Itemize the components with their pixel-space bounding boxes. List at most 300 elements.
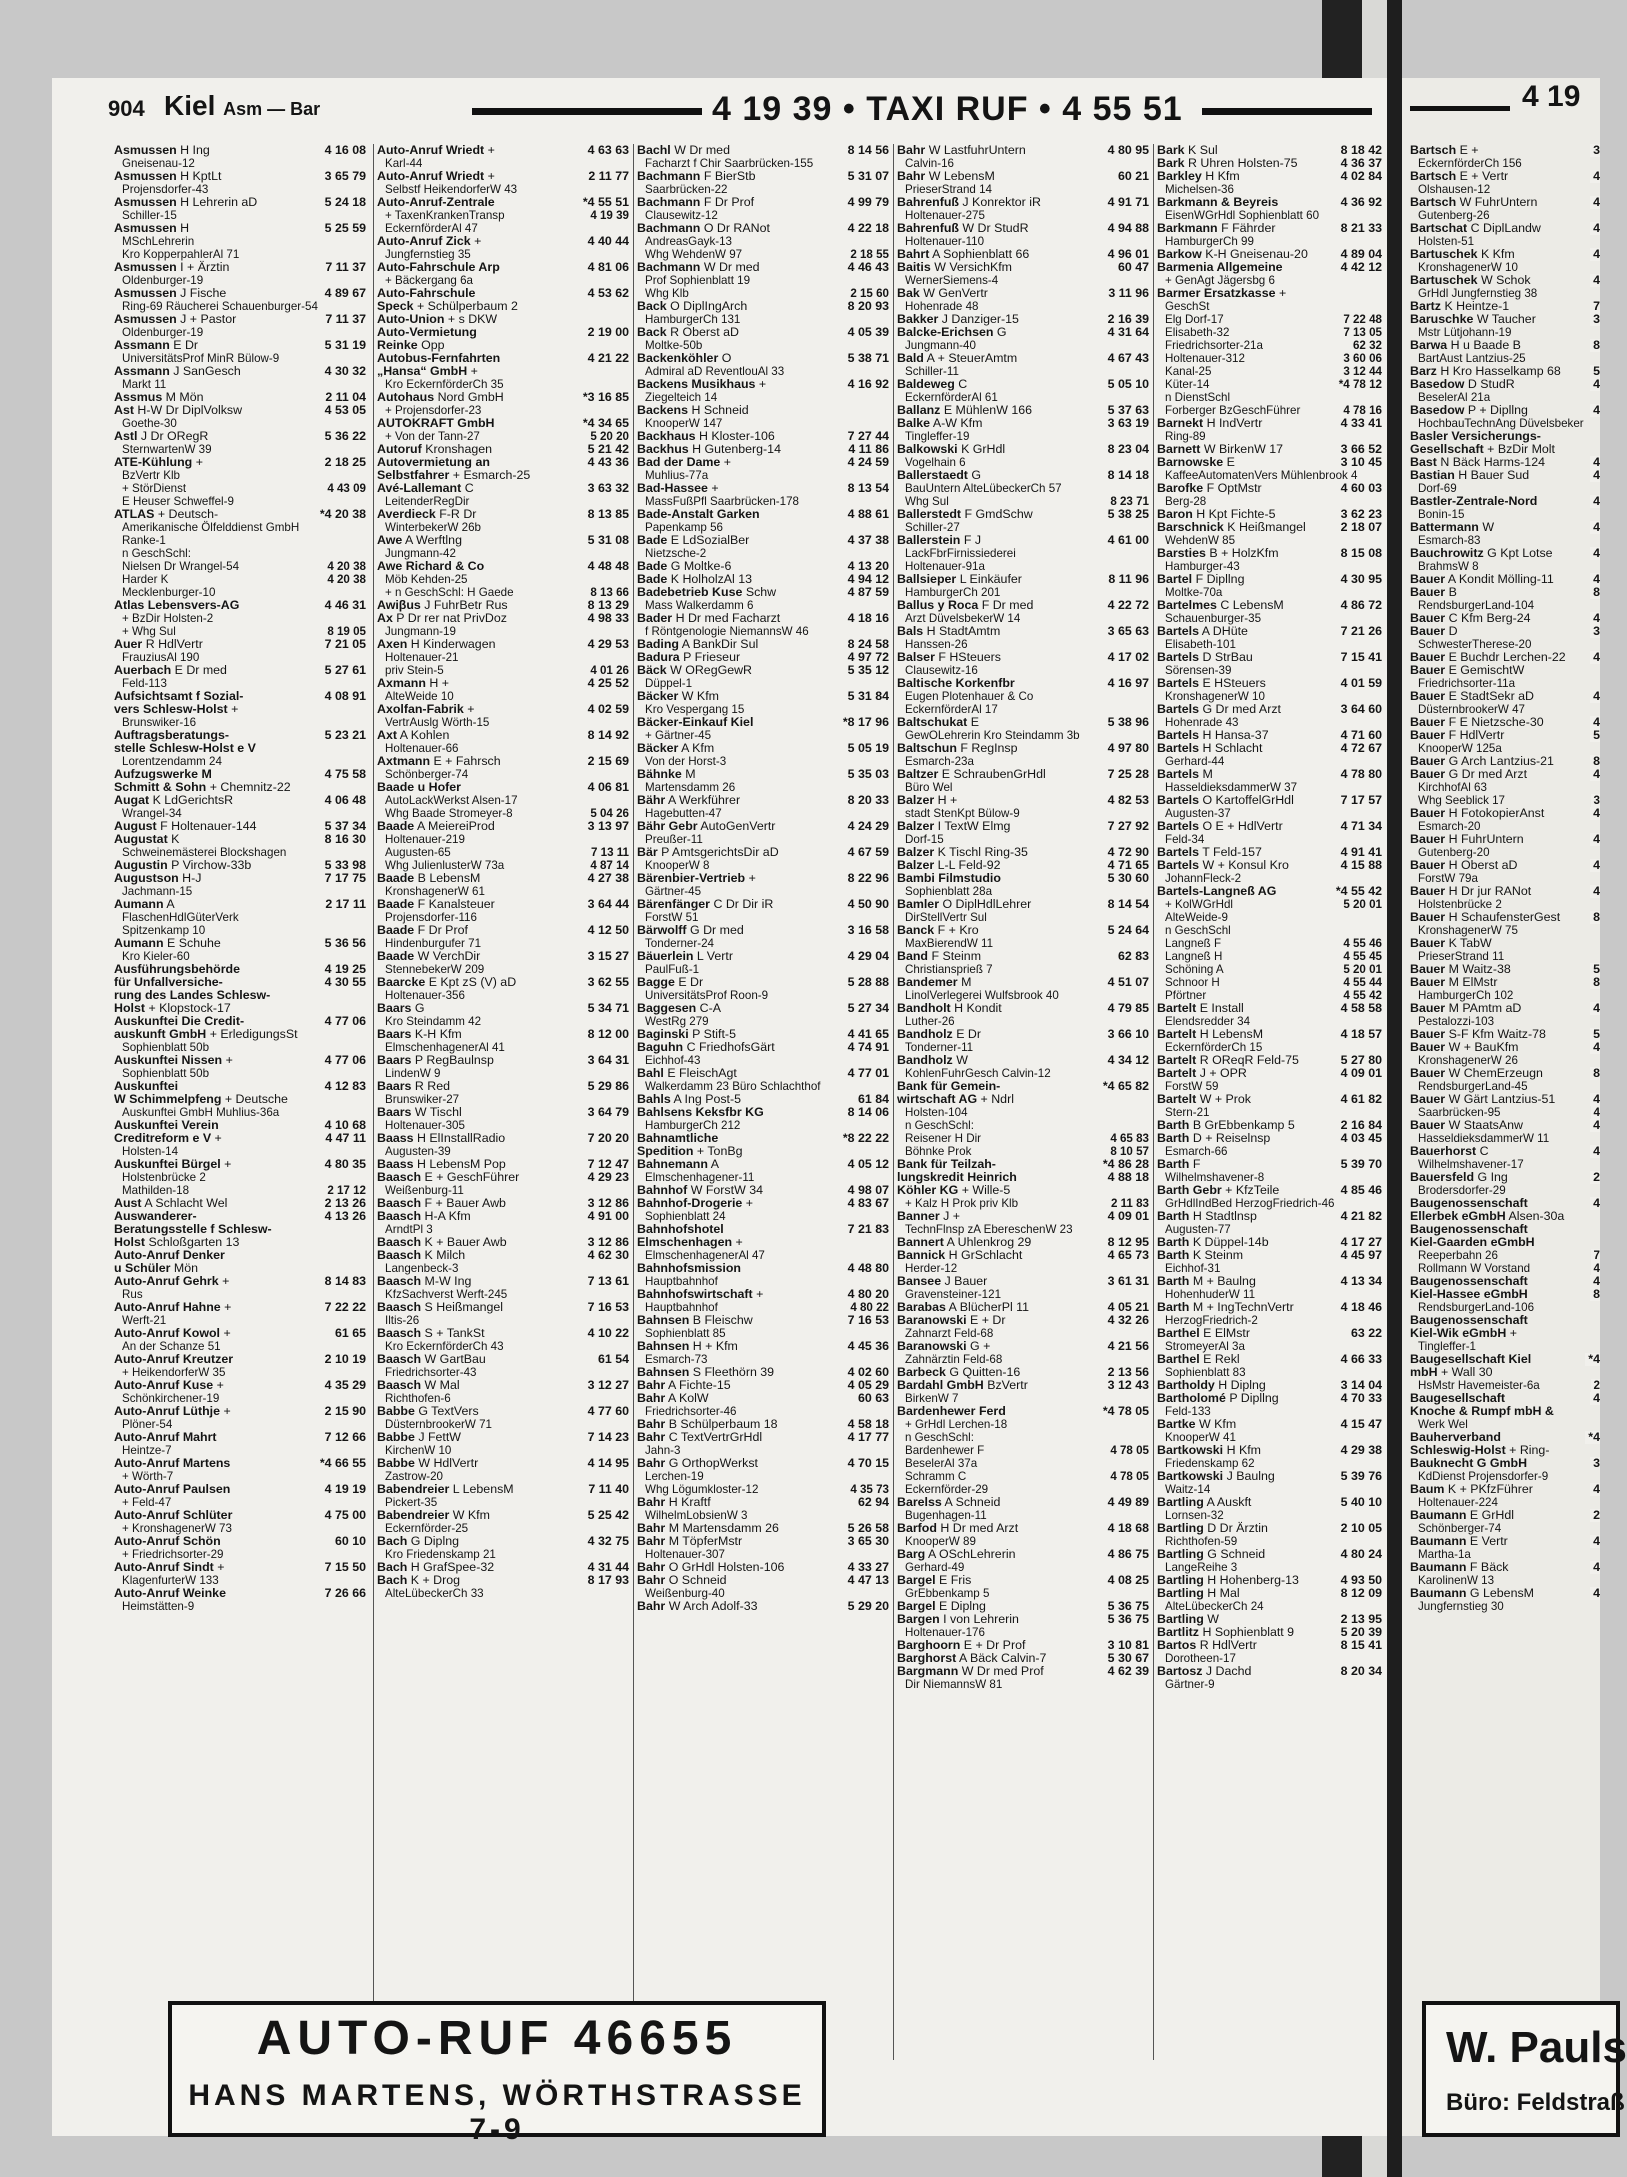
- listing-detail: D StrBau: [1202, 650, 1253, 664]
- listing-name: Barwa: [1410, 338, 1448, 352]
- listing-detail: Gärtner-9: [1165, 1678, 1215, 1691]
- listing-phone: 4: [1590, 859, 1600, 872]
- listing-detail: Vogelhain 6: [905, 456, 966, 469]
- listing-line: [1410, 1119, 1600, 1132]
- listing-phone: 8 20 93: [845, 300, 889, 313]
- listing-line: [1410, 1483, 1600, 1496]
- listing-phone: 8 22 96: [845, 872, 889, 885]
- listing-detail: K: [171, 832, 180, 846]
- listing-name: mbH: [1410, 1365, 1438, 1379]
- listing-phone: 5 20 20: [587, 430, 629, 443]
- listing-name: Auto-Union: [377, 312, 445, 326]
- listing-line: [1410, 404, 1600, 417]
- listing-name: Barkow: [1157, 247, 1202, 261]
- listing-name: Bartels-Langneß AG: [1157, 884, 1277, 898]
- listing-line: [637, 508, 889, 521]
- listing-detail: WernerSiemens-4: [905, 274, 999, 287]
- listing-name: Ballanz: [897, 403, 941, 417]
- listing-line: [114, 365, 366, 378]
- listing-name: Babbe: [377, 1456, 415, 1470]
- listing-phone: 2 18 25: [322, 456, 366, 469]
- listing-line: [897, 170, 1149, 183]
- listing-line: [897, 1184, 1149, 1197]
- listing-detail: B: [1448, 585, 1457, 599]
- listing-detail: Elmschenhagener-11: [645, 1171, 755, 1184]
- listing-detail: n GeschSchl:: [905, 1119, 974, 1132]
- listing-name: Baumann: [1410, 1508, 1467, 1522]
- listing-line: [1157, 1392, 1382, 1405]
- listing-detail: M Martensdamm 26: [668, 1521, 779, 1535]
- listing-detail: J Fische: [180, 286, 227, 300]
- listing-detail: SternwartenW 39: [122, 443, 212, 456]
- listing-phone: 4 34 12: [1105, 1054, 1149, 1067]
- listing-detail: E Buchdr Lerchen-22: [1448, 650, 1566, 664]
- listing-name: „Hansa“ GmbH: [377, 364, 468, 378]
- listing-phone: 3 61 31: [1105, 1275, 1149, 1288]
- listing-name: Bastian: [1410, 468, 1455, 482]
- listing-detail: +: [1509, 1326, 1517, 1340]
- listing-line: [377, 1574, 629, 1587]
- listing-detail: FrauziusAl 190: [122, 651, 200, 664]
- listing-line: [637, 456, 889, 469]
- listing-name: Bastler-Zentrale-Nord: [1410, 494, 1538, 508]
- listing-phone: 8 13 85: [585, 508, 629, 521]
- listing-phone: 3: [1590, 313, 1600, 326]
- ad-headline: AUTO-RUF 46655: [256, 2012, 738, 2065]
- listing-detail: Holsten-51: [1418, 235, 1475, 248]
- listing-detail: + Klopstock-17: [148, 1001, 231, 1015]
- listing-detail: C: [958, 377, 968, 391]
- listing-line: [1157, 170, 1382, 183]
- listing-detail: WestRg 279: [645, 1015, 709, 1028]
- listing-line: [1157, 911, 1382, 924]
- listing-detail: A KolW: [668, 1391, 709, 1405]
- listing-detail: MSchLehrerin: [122, 235, 195, 248]
- listing-phone: 5 40 10: [1338, 1496, 1382, 1509]
- listing-phone: 5 25 59: [322, 222, 366, 235]
- listing-detail: Hauptbahnhof: [645, 1275, 718, 1288]
- listing-detail: Dorf-15: [905, 833, 944, 846]
- listing-detail: H + Kfm: [692, 1339, 738, 1353]
- listing-name: für Unfallversiche-: [114, 975, 223, 989]
- listing-name: Bauer: [1410, 663, 1446, 677]
- listing-phone: 4 08 91: [322, 690, 366, 703]
- listing-detail: W + Konsul Kro: [1202, 858, 1289, 872]
- listing-line: [1157, 300, 1382, 313]
- listing-phone: 4 75 00: [322, 1509, 366, 1522]
- listing-line: [897, 950, 1149, 963]
- listing-name: Bach: [377, 1534, 408, 1548]
- listing-detail: GeschSt: [1165, 300, 1210, 313]
- listing-phone: 3 66 10: [1105, 1028, 1149, 1041]
- listing-detail: A Uhlenkrog 29: [946, 1235, 1032, 1249]
- listing-detail: H Kfm: [1226, 1443, 1261, 1457]
- listing-phone: 8 17 93: [585, 1574, 629, 1587]
- listing-detail: H-A Kfm: [424, 1209, 471, 1223]
- listing-name: Barofke: [1157, 481, 1204, 495]
- listing-name: Bauer: [1410, 611, 1446, 625]
- listing-detail: Gärtner-45: [645, 885, 702, 898]
- listing-detail: +: [214, 1131, 222, 1145]
- listing-detail: Holtenauer-21: [385, 651, 459, 664]
- listing-detail: J Baulng: [1226, 1469, 1275, 1483]
- listing-phone: 4 61 82: [1338, 1093, 1382, 1106]
- listing-detail: Dorotheen-17: [1165, 1652, 1236, 1665]
- listing-line: [637, 300, 889, 313]
- listing-detail: + KronshagenerW 73: [122, 1522, 232, 1535]
- listing-phone: 4: [1590, 1561, 1600, 1574]
- listing-detail: TechnFlnsp zA EbereschenW 23: [905, 1223, 1073, 1236]
- listing-detail: LeitenderRegDir: [385, 495, 470, 508]
- listing-detail: G LebensM: [1469, 1586, 1534, 1600]
- listing-line: [1410, 1067, 1600, 1080]
- listing-line: [897, 1405, 1149, 1418]
- listing-detail: BzVertr Klb: [122, 469, 180, 482]
- listing-name: Baruschke: [1410, 312, 1474, 326]
- listing-line: [377, 1132, 629, 1145]
- listing-detail: W: [1482, 520, 1495, 534]
- listing-phone: 5: [1590, 1028, 1600, 1041]
- listing-phone: 4 47 11: [322, 1132, 366, 1145]
- listing-phone: *4 34 65: [580, 417, 629, 430]
- listing-line: [114, 404, 366, 417]
- listing-name: Bark: [1157, 156, 1185, 170]
- listing-detail: +: [487, 143, 495, 157]
- listing-name: Kiel-Hassee eGmbH: [1410, 1287, 1528, 1301]
- listing-phone: *8 22 22: [840, 1132, 889, 1145]
- listing-detail: Sophienblatt 24: [645, 1210, 726, 1223]
- listing-detail: W Gärt Lantzius-51: [1448, 1092, 1556, 1106]
- listing-detail: Elisabeth-32: [1165, 326, 1230, 339]
- listing-line: [637, 872, 889, 885]
- listing-detail: E StadtSekr aD: [1448, 689, 1534, 703]
- listing-line: [1157, 742, 1382, 755]
- listing-name: Baade: [377, 923, 415, 937]
- listing-name: Bartlitz: [1157, 1625, 1199, 1639]
- listing-detail: Holtenauer-176: [905, 1626, 985, 1639]
- listing-detail: H Schlacht: [1202, 741, 1263, 755]
- listing-line: [377, 1327, 629, 1340]
- listing-name: Baade: [377, 871, 415, 885]
- listing-line: [637, 1457, 889, 1470]
- listing-phone: 4 55 45: [1340, 950, 1382, 963]
- listing-line: [1410, 937, 1600, 950]
- listing-name: Bahnsen: [637, 1365, 690, 1379]
- listing-detail: K TabW: [1448, 936, 1492, 950]
- listing-line: [637, 222, 889, 235]
- listing-name: Baasch: [377, 1196, 422, 1210]
- listing-line: [637, 950, 889, 963]
- listing-phone: 7 15 41: [1338, 651, 1382, 664]
- listing-detail: KnooperW 147: [645, 417, 723, 430]
- listing-detail: AlteWeide 10: [385, 690, 454, 703]
- listing-detail: Reisener H Dir: [905, 1132, 982, 1145]
- listing-detail: O Schneid: [668, 1573, 727, 1587]
- listing-name: Bachmann: [637, 260, 701, 274]
- listing-phone: 4 98 33: [585, 612, 629, 625]
- listing-line: [1410, 274, 1600, 287]
- listing-phone: 4 65 83: [1107, 1132, 1149, 1145]
- listing-line: [897, 1665, 1149, 1678]
- listing-name: Baugenossenschaft: [1410, 1274, 1528, 1288]
- listing-name: Bartling: [1157, 1573, 1204, 1587]
- listing-line: [1157, 1002, 1382, 1015]
- listing-name: Baugenossenschaft: [1410, 1196, 1528, 1210]
- listing-phone: 5 31 84: [845, 690, 889, 703]
- listing-detail: F Dr Prof: [703, 195, 755, 209]
- listing-phone: 4 72 67: [1338, 742, 1382, 755]
- listing-detail: +: [470, 364, 478, 378]
- listing-detail: G OrthopWerkst: [668, 1456, 758, 1470]
- listing-phone: 4 55 42: [1340, 989, 1382, 1002]
- listing-phone: 2 11 04: [322, 391, 366, 404]
- listing-detail: Sophienblatt 83: [1165, 1366, 1246, 1379]
- listing-line: [1157, 261, 1382, 274]
- listing-detail: + KolWGrHdl: [1165, 898, 1233, 911]
- listing-detail: A Werkführer: [668, 793, 741, 807]
- listing-name: Asmussen: [114, 286, 177, 300]
- listing-phone: 4 18 46: [1338, 1301, 1382, 1314]
- listing-detail: W Kfm: [452, 1508, 490, 1522]
- listing-phone: 4 31 44: [585, 1561, 629, 1574]
- listing-name: Bauer: [1410, 975, 1446, 989]
- listing-name: Asmussen: [114, 169, 177, 183]
- listing-line: [1157, 1678, 1382, 1691]
- listing-name: Bartling: [1157, 1521, 1204, 1535]
- listing-line: [377, 677, 629, 690]
- listing-detail: Nietzsche-2: [645, 547, 707, 560]
- listing-detail: Eichhof-43: [645, 1054, 701, 1067]
- listing-name: Bannert: [897, 1235, 944, 1249]
- listing-line: [377, 1106, 629, 1119]
- listing-phone: 4 91 71: [1105, 196, 1149, 209]
- listing-line: [1157, 456, 1382, 469]
- listing-detail: J Dr ORegR: [140, 429, 209, 443]
- listing-detail: DüsternbrookerW 71: [385, 1418, 492, 1431]
- listing-phone: 4 80 35: [322, 1158, 366, 1171]
- listing-name: Auto-Anruf Zick: [377, 234, 471, 248]
- listing-detail: H Hansa-37: [1202, 728, 1269, 742]
- listing-detail: E Dr: [956, 1027, 982, 1041]
- listing-line: [897, 1340, 1149, 1353]
- listing-phone: 4 83 67: [845, 1197, 889, 1210]
- listing-detail: Plöner-54: [122, 1418, 173, 1431]
- listing-line: [637, 1496, 889, 1509]
- listing-line: [897, 651, 1149, 664]
- listing-line: [897, 573, 1149, 586]
- listing-phone: 4 21 82: [1338, 1210, 1382, 1223]
- listing-line: [897, 924, 1149, 937]
- listing-line: [114, 1457, 366, 1470]
- listing-detail: + StörDienst: [122, 482, 187, 495]
- listing-line: [114, 573, 366, 586]
- listing-line: [1410, 196, 1600, 209]
- listing-detail: A Fichte-15: [668, 1378, 731, 1392]
- listing-name: Bauer: [1410, 1092, 1446, 1106]
- listing-detail: P AmtsgerichtsDir aD: [661, 845, 779, 859]
- listing-detail: H GrafSpee-32: [410, 1560, 495, 1574]
- listing-line: [1157, 1470, 1382, 1483]
- listing-line: [637, 1288, 889, 1301]
- listing-detail: Schauenburger-35: [1165, 612, 1262, 625]
- listing-line: [637, 235, 889, 248]
- listing-line: [1410, 625, 1600, 638]
- listing-phone: 4 18 16: [845, 612, 889, 625]
- listing-phone: 4 62 30: [585, 1249, 629, 1262]
- listing-line: [897, 261, 1149, 274]
- listing-line: [897, 1275, 1149, 1288]
- listing-line: [114, 144, 366, 157]
- listing-phone: 4 36 92: [1338, 196, 1382, 209]
- listing-detail: Holtenauer-91a: [905, 560, 985, 573]
- listing-detail: Berg-28: [1165, 495, 1207, 508]
- listing-detail: P + Dipllng: [1467, 403, 1528, 417]
- listing-name: Babbe: [377, 1404, 415, 1418]
- listing-line: [897, 417, 1149, 430]
- listing-detail: Papenkamp 56: [645, 521, 723, 534]
- listing-line: [897, 1678, 1149, 1691]
- listing-detail: Tonderner-24: [645, 937, 714, 950]
- listing-detail: EisenWGrHdl Sophienblatt 60: [1165, 209, 1320, 222]
- listing-name: Bahnhofshotel: [637, 1222, 724, 1236]
- listing-detail: Langneß F: [1165, 937, 1222, 950]
- listing-detail: M ElMstr: [1448, 975, 1498, 989]
- listing-line: [897, 222, 1149, 235]
- listing-detail: +: [224, 1300, 232, 1314]
- listing-phone: 4 70 15: [845, 1457, 889, 1470]
- listing-detail: H-J: [182, 871, 202, 885]
- listing-name: Holst: [114, 1235, 145, 1249]
- listing-detail: W LebensM: [928, 169, 995, 183]
- listing-detail: stadt StenKpt Bülow-9: [905, 807, 1020, 820]
- listing-name: Auto-Anruf Schlüter: [114, 1508, 233, 1522]
- listing-phone: 8 21 33: [1338, 222, 1382, 235]
- listing-line: [1410, 1535, 1600, 1548]
- listing-detail: + Wörth-7: [122, 1470, 174, 1483]
- listing-phone: 5 31 07: [845, 170, 889, 183]
- listing-detail: AlteLübeckerCh 24: [1165, 1600, 1264, 1613]
- listing-name: Barghorst: [897, 1651, 957, 1665]
- listing-detail: A BankDir Sul: [681, 637, 759, 651]
- listing-name: Bartholdy: [1157, 1378, 1215, 1392]
- listing-phone: 4 16 08: [322, 144, 366, 157]
- listing-detail: VertrAuslg Wörth-15: [385, 716, 490, 729]
- listing-name: Bartelt: [1157, 1092, 1197, 1106]
- listing-line: [114, 1171, 366, 1184]
- listing-name: Babbe: [377, 1430, 415, 1444]
- listing-phone: 2 11 83: [1108, 1197, 1149, 1210]
- listing-phone: 4 43 36: [585, 456, 629, 469]
- listing-phone: 4 15 88: [1338, 859, 1382, 872]
- listing-detail: W: [956, 1053, 968, 1067]
- listing-line: [377, 482, 629, 495]
- listing-name: stelle Schlesw-Holst e V: [114, 741, 256, 755]
- listing-phone: 4 49 89: [1105, 1496, 1149, 1509]
- listing-name: Bartels: [1157, 624, 1200, 638]
- listing-detail: Saarbrücken-22: [645, 183, 728, 196]
- listing-phone: 5 25 42: [585, 1509, 629, 1522]
- listing-detail: Elendsredder 34: [1165, 1015, 1251, 1028]
- listing-line: [637, 1470, 889, 1483]
- listing-name: Bartsch: [1410, 195, 1457, 209]
- listing-detail: D + Reiselnsp: [1192, 1131, 1271, 1145]
- listing-line: [1410, 1366, 1600, 1379]
- listing-detail: Goethe-30: [122, 417, 177, 430]
- listing-detail: + Friedrichsorter-29: [122, 1548, 224, 1561]
- listing-detail: W GenVertr: [923, 286, 988, 300]
- listing-detail: Brunswiker-16: [122, 716, 197, 729]
- listing-detail: Reeperbahn 26: [1418, 1249, 1498, 1262]
- listing-phone: 8 14 92: [585, 729, 629, 742]
- listing-phone: 61 65: [332, 1327, 366, 1340]
- listing-phone: 4 01 26: [587, 664, 629, 677]
- ad-headline: W. Pauls: [1446, 2023, 1627, 2072]
- listing-detail: StennebekerW 209: [385, 963, 485, 976]
- listing-phone: 4 05 39: [845, 326, 889, 339]
- listing-detail: Richthofen-6: [385, 1392, 451, 1405]
- listing-detail: + Wille-5: [961, 1183, 1011, 1197]
- listing-phone: 4: [1590, 1041, 1600, 1054]
- listing-line: [1410, 469, 1600, 482]
- listing-detail: Hindenburgufer 71: [385, 937, 482, 950]
- listing-detail: A Bäck Calvin-7: [958, 1651, 1047, 1665]
- listing-line: [114, 1158, 366, 1171]
- listing-detail: E + Fahrsch: [433, 754, 501, 768]
- listing-name: Astl: [114, 429, 138, 443]
- listing-line: [897, 1054, 1149, 1067]
- listing-name: Bartelt: [1157, 1053, 1197, 1067]
- listing-phone: 8 14 54: [1105, 898, 1149, 911]
- column-divider: [893, 144, 894, 2060]
- listing-name: ATLAS: [114, 507, 155, 521]
- listing-phone: 5 23 21: [322, 729, 366, 742]
- listing-name: Bahnhof: [637, 1183, 688, 1197]
- listing-detail: Lorentzendamm 24: [122, 755, 222, 768]
- listing-detail: E FleischAgt: [667, 1066, 737, 1080]
- listing-line: [637, 976, 889, 989]
- listing-detail: Richthofen-59: [1165, 1535, 1238, 1548]
- listing-detail: Dorf-69: [1418, 482, 1457, 495]
- listing-detail: G Kpt Lotse: [1487, 546, 1553, 560]
- listing-detail: KarolinenW 13: [1418, 1574, 1495, 1587]
- listing-detail: BeselerAl 21a: [1418, 391, 1491, 404]
- listing-detail: + TaxenKrankenTransp: [385, 209, 505, 222]
- listing-detail: Düppel-1: [645, 677, 693, 690]
- listing-name: Kiel-Wik eGmbH: [1410, 1326, 1507, 1340]
- listing-phone: 2 11 77: [585, 170, 629, 183]
- listing-name: Basedow: [1410, 403, 1465, 417]
- page-number: 904: [108, 96, 145, 121]
- listing-detail: Schönkirchener-19: [122, 1392, 220, 1405]
- listing-name: Bahr: [637, 1456, 666, 1470]
- listing-detail: Hanssen-26: [905, 638, 968, 651]
- listing-phone: 4 97 80: [1105, 742, 1149, 755]
- listing-detail: Sophienblatt 28a: [905, 885, 993, 898]
- listing-name: Bandholt: [897, 1001, 951, 1015]
- listing-name: Baltzer: [897, 767, 939, 781]
- listing-phone: 4 80 95: [1105, 144, 1149, 157]
- listing-phone: 3 10 81: [1105, 1639, 1149, 1652]
- listing-name: Bäuerlein: [637, 949, 694, 963]
- listing-line: [637, 534, 889, 547]
- listing-line: [114, 833, 366, 846]
- listing-name: Bauer: [1410, 585, 1446, 599]
- listing-name: Bartsch: [1410, 143, 1457, 157]
- listing-name: Augustat: [114, 832, 168, 846]
- listing-detail: Nord GmbH: [437, 390, 504, 404]
- listing-line: [1157, 339, 1382, 352]
- listing-detail: Wilhelmshavener-17: [1418, 1158, 1524, 1171]
